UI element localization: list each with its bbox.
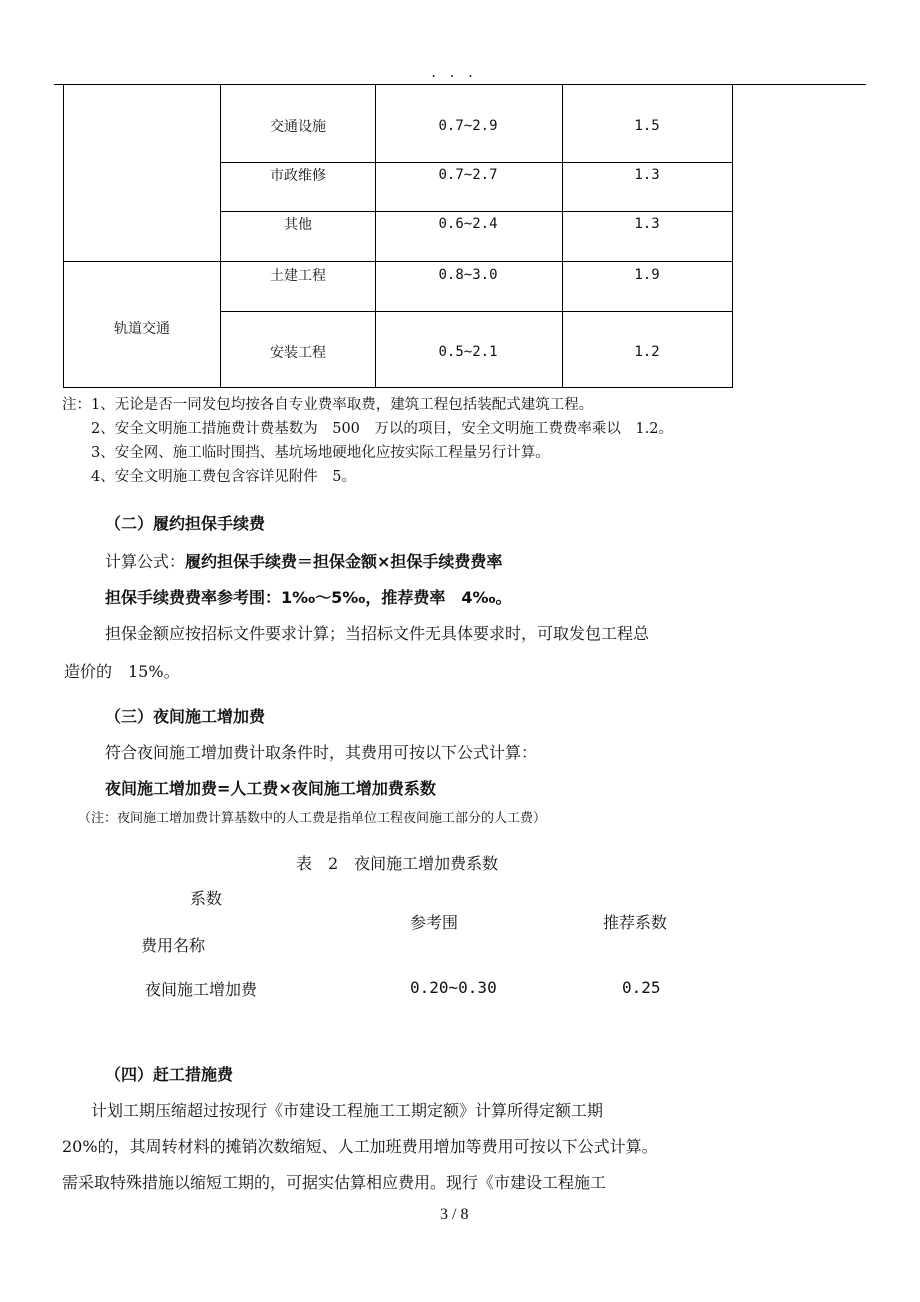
table-cell-item: 土建工程	[270, 268, 326, 284]
table-row-divider	[220, 311, 732, 312]
paragraph-line: 符合夜间施工增加费计取条件时，其费用可按以下公式计算：	[105, 743, 538, 762]
formula-line	[105, 549, 502, 572]
formula-text: 夜间施工增加费=人工费×夜间施工增加费系数	[105, 779, 436, 798]
table-cell-rec: 1.3	[634, 216, 660, 232]
table-corner-top: 系数	[190, 889, 223, 908]
section-title-performance-guarantee: （二）履约担保手续费	[105, 514, 266, 533]
note-line-1: 注：1、无论是否一同发包均按各自专业费率取费，建筑工程包括装配式建筑工程。	[62, 397, 594, 413]
note-line-3: 3、安全网、施工临时围挡、基坑场地硬地化应按实际工程量另行计算。	[91, 445, 550, 461]
section-title-rush-measures: （四）赶工措施费	[105, 1065, 234, 1084]
rate-table	[63, 84, 733, 388]
table-row-divider	[220, 211, 732, 212]
table-border-bottom	[63, 387, 732, 388]
table-cell-range: 0.5~2.1	[438, 344, 498, 360]
paragraph-line: 担保金额应按招标文件要求计算；当招标文件无具体要求时，可取发包工程总	[105, 624, 650, 643]
table-cell-range: 0.7~2.9	[438, 118, 498, 134]
paragraph-line: 计划工期压缩超过按现行《市建设工程施工工期定额》计算所得定额工期	[91, 1101, 604, 1120]
table-cell-range: 0.6~2.4	[438, 216, 498, 232]
paragraph-line: 需采取特殊措施以缩短工期的，可据实估算相应费用。现行《市建设工程施工	[62, 1173, 607, 1192]
table-col-divider	[562, 84, 563, 388]
footnote: （注：夜间施工增加费计算基数中的人工费是指单位工程夜间施工部分的人工费）	[78, 811, 547, 826]
page-number: 3 / 8	[440, 1206, 469, 1223]
table-row-range: 0.20~0.30	[410, 978, 497, 997]
table-col-divider	[220, 84, 221, 388]
table-cell-item: 安装工程	[270, 345, 326, 361]
table-cell-rec: 1.3	[634, 167, 660, 183]
table-row-rec: 0.25	[622, 978, 661, 997]
header-dots: . . .	[430, 66, 477, 80]
table-border-right	[732, 84, 733, 388]
table-corner-bottom: 费用名称	[141, 936, 206, 955]
table-cell-range: 0.7~2.7	[438, 167, 498, 183]
table-col-header-rec: 推荐系数	[603, 913, 668, 932]
section-title-night-work: （三）夜间施工增加费	[105, 707, 266, 726]
table-cell-rec: 1.9	[634, 267, 660, 283]
table-col-divider	[375, 84, 376, 388]
table-cell-group: 轨道交通	[114, 321, 170, 337]
table-cell-item: 其他	[284, 217, 312, 233]
paragraph-line: 造价的 15%。	[64, 662, 180, 681]
note-line-2: 2、安全文明施工措施费计费基数为 500 万以的项目，安全文明施工费费率乘以 1.2。	[91, 421, 673, 437]
table-row-divider	[220, 162, 732, 163]
note-line-4: 4、安全文明施工费包含容详见附件 5。	[91, 469, 356, 485]
table-row-name: 夜间施工增加费	[145, 980, 258, 999]
table-row-divider	[63, 261, 732, 262]
formula-prefix: 计算公式：	[105, 552, 186, 571]
rate-reference-line: 担保手续费费率参考围：1‰～5‰，推荐费率 4‰。	[105, 588, 512, 607]
table-cell-rec: 1.2	[634, 344, 660, 360]
table-cell-range: 0.8~3.0	[438, 267, 498, 283]
table-border-left	[63, 84, 64, 388]
formula-text: 履约担保手续费＝担保金额×担保手续费费率	[185, 552, 503, 571]
table-col-header-range: 参考围	[410, 913, 459, 932]
table-caption: 表 2 夜间施工增加费系数	[296, 854, 499, 873]
table-cell-item: 交通设施	[270, 119, 326, 135]
table-cell-rec: 1.5	[634, 118, 660, 134]
paragraph-line: 20%的，其周转材料的摊销次数缩短、人工加班费用增加等费用可按以下公式计算。	[62, 1137, 658, 1156]
table-cell-item: 市政维修	[270, 168, 326, 184]
